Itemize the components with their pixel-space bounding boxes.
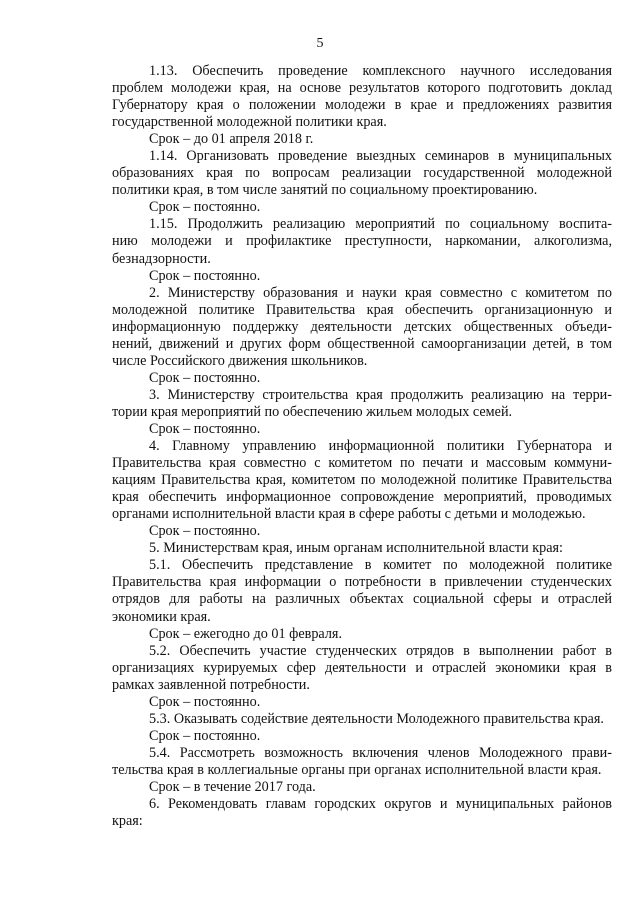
text-line: молодежной политике Правительства края обеспечить организационную и (112, 301, 612, 318)
text-line: Срок – постоянно. (149, 693, 261, 710)
text-line: 5.4. Рассмотреть возможность включения членов Молодежного прави- (149, 744, 612, 761)
paragraph (112, 268, 612, 285)
text-line: Срок – постоянно. (149, 199, 261, 216)
text-line: края: (112, 813, 143, 830)
paragraph (112, 557, 612, 625)
text-line: Срок – ежегодно до 01 февраля. (149, 625, 342, 642)
text-line: информационную поддержку деятельности детских общественных объеди- (112, 318, 612, 335)
text-line: 4. Главному управлению информационной политики Губернатора и (149, 438, 612, 455)
text-line: образованиях края по вопросам реализации государственной молодежной (112, 165, 612, 182)
text-line: нию молодежи и профилактике преступности, наркомании, алкоголизма, (112, 233, 612, 250)
paragraph (112, 285, 612, 370)
text-line: рамках заявленной потребности. (112, 676, 310, 693)
paragraph (112, 148, 612, 199)
text-line: края обеспечить информационное сопровождение мероприятий, проводимых (112, 489, 612, 506)
text-line: проблем молодежи края, на основе результатов которого подготовить доклад (112, 80, 612, 97)
text-line: Срок – постоянно. (149, 267, 261, 284)
paragraph (112, 626, 612, 643)
paragraph (112, 131, 612, 148)
paragraph (112, 540, 612, 557)
text-line: 3. Министерству строительства края продолжить реализацию на терри- (149, 386, 612, 403)
text-line: Срок – постоянно. (149, 523, 261, 540)
text-line: 6. Рекомендовать главам городских округов и муниципальных районов (149, 796, 612, 813)
text-line: организациях курируемых сфер деятельности и отраслей экономики края в (112, 659, 612, 676)
text-line: нений, движений и других форм общественной самоорганизации детей, в том (112, 335, 612, 352)
paragraph (112, 745, 612, 779)
paragraph (112, 796, 612, 830)
paragraph (112, 421, 612, 438)
text-line: Правительства края совместно с комитетом по печати и массовым коммуни- (112, 455, 612, 472)
text-line: 5. Министерствам края, иным органам исполнительной власти края: (149, 540, 563, 557)
text-line: Срок – до 01 апреля 2018 г. (149, 131, 314, 148)
paragraph (112, 523, 612, 540)
paragraph (112, 216, 612, 267)
text-line: Срок – постоянно. (149, 420, 261, 437)
text-line: 1.14. Организовать проведение выездных семинаров в муниципальных (149, 148, 612, 165)
paragraph (112, 694, 612, 711)
paragraph (112, 728, 612, 745)
text-line: 1.13. Обеспечить проведение комплексного научного исследования (149, 63, 612, 79)
text-line: 5.3. Оказывать содействие деятельности Молодежного правительства края. (149, 710, 604, 727)
paragraph (112, 370, 612, 387)
text-line: числе Российского движения школьников. (112, 352, 368, 369)
text-line: Срок – постоянно. (149, 369, 261, 386)
text-line: тории края мероприятий по обеспечению жильем молодых семей. (112, 403, 513, 420)
page-number: 5 (316, 36, 324, 51)
text-line: политики края, в том числе занятий по социальному проектированию. (112, 182, 538, 199)
text-line: Срок – постоянно. (149, 727, 261, 744)
text-line: 2. Министерству образования и науки края совместно с комитетом по (149, 284, 612, 301)
paragraph (112, 643, 612, 694)
paragraph (112, 63, 612, 131)
text-line: Правительства края информации о потребности в привлечении студенческих (112, 574, 612, 591)
paragraph (112, 438, 612, 523)
paragraph (112, 711, 612, 728)
text-line: 1.15. Продолжить реализацию мероприятий по социальному воспита- (149, 216, 612, 233)
text-line: Губернатору края о положении молодежи в крае и предложениях развития (112, 97, 612, 114)
paragraph (112, 199, 612, 216)
text-line: Срок – в течение 2017 года. (149, 778, 316, 795)
paragraph (112, 387, 612, 421)
text-line: органами исполнительной власти края в сфере работы с детьми и молодежью. (112, 506, 586, 523)
text-line: безнадзорности. (112, 250, 211, 267)
text-line: экономики края. (112, 608, 211, 625)
text-line: кациям Правительства края, комитетом по молодежной политике Правительства (112, 472, 612, 489)
text-line: отрядов для работы на различных объектах социальной сферы и отраслей (112, 591, 612, 608)
text-line: 5.2. Обеспечить участие студенческих отрядов в выполнении работ в (149, 642, 612, 659)
paragraph (112, 779, 612, 796)
text-line: 5.1. Обеспечить представление в комитет по молодежной политике (149, 557, 612, 574)
text-line: тельства края в коллегиальные органы при органах исполнительной власти края. (112, 761, 602, 778)
text-line: государственной молодежной политики края. (112, 114, 387, 131)
document-body (112, 63, 612, 830)
